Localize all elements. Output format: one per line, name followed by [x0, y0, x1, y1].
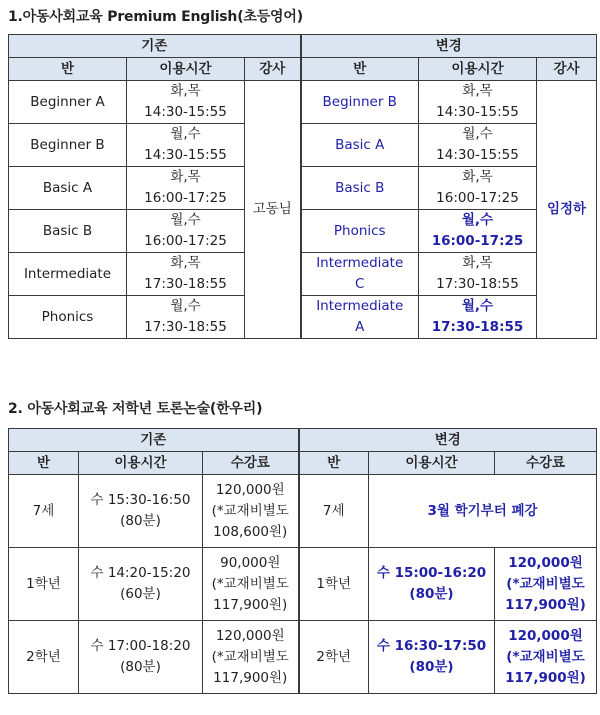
days: 월,수	[461, 298, 494, 314]
section1-title: 1.아동사회교육 Premium English(초등영어)	[8, 9, 303, 25]
table-row	[9, 296, 597, 339]
column-header: 반	[299, 452, 369, 475]
fee: 90,000원	[220, 554, 281, 571]
days: 월,수	[170, 126, 201, 142]
days: 화,목	[170, 255, 201, 271]
time-after	[369, 548, 495, 621]
class-name-line1: Intermediate	[316, 255, 404, 271]
days: 화,목	[462, 169, 493, 185]
group-header-after: 변경	[299, 429, 597, 452]
class-after: Phonics	[301, 210, 419, 253]
class-after: 7세	[299, 475, 369, 548]
time: 수 17:00-18:20	[90, 638, 191, 654]
fee-note: (*교재비별도	[211, 575, 289, 592]
class-before: 1학년	[9, 548, 79, 621]
time-after	[419, 296, 537, 339]
duration: (80분)	[120, 659, 161, 675]
duration: (80분)	[409, 659, 454, 675]
fee: 120,000원	[508, 627, 583, 644]
column-header: 수강료	[495, 452, 597, 475]
english-schedule-table	[8, 34, 597, 339]
fee-book: 108,600원)	[213, 523, 288, 540]
time: 수 16:30-17:50	[376, 638, 487, 654]
class-name-line2: A	[355, 319, 365, 335]
fee-note: (*교재비별도	[506, 648, 585, 665]
time-before	[127, 296, 245, 339]
table-row	[9, 253, 597, 296]
class-name-line1: Intermediate	[316, 298, 404, 314]
fee-after	[495, 548, 597, 621]
hours: 17:30-18:55	[144, 319, 227, 335]
days: 화,목	[170, 83, 201, 99]
table-row	[9, 81, 597, 124]
closure-notice: 3월 학기부터 폐강	[369, 475, 597, 548]
group-header-before: 기존	[9, 429, 299, 452]
class-before: Beginner A	[9, 81, 127, 124]
debate-schedule-table	[8, 428, 597, 694]
time-before	[127, 81, 245, 124]
class-after: Basic A	[301, 124, 419, 167]
class-before: Basic B	[9, 210, 127, 253]
column-header: 이용시간	[127, 58, 245, 81]
time: 수 15:00-16:20	[376, 565, 487, 581]
time-before	[127, 167, 245, 210]
table-row	[9, 124, 597, 167]
table-row	[9, 475, 597, 548]
time-after	[419, 81, 537, 124]
time-before	[79, 548, 203, 621]
fee-before	[203, 621, 299, 694]
hours: 14:30-15:55	[144, 147, 227, 163]
days: 화,목	[462, 255, 493, 271]
duration: (80분)	[120, 513, 161, 529]
fee-note: (*교재비별도	[211, 648, 289, 665]
days: 월,수	[462, 126, 493, 142]
column-header: 반	[9, 58, 127, 81]
hours: 17:30-18:55	[436, 276, 519, 292]
fee-note: (*교재비별도	[211, 502, 289, 519]
days: 월,수	[461, 212, 494, 228]
table-row	[9, 210, 597, 253]
hours: 16:00-17:25	[144, 233, 227, 249]
days: 화,목	[462, 83, 493, 99]
class-before: Basic A	[9, 167, 127, 210]
class-after: 2학년	[299, 621, 369, 694]
fee: 120,000원	[508, 554, 583, 571]
fee-book: 117,900원)	[505, 596, 586, 613]
hours: 14:30-15:55	[436, 104, 519, 120]
hours: 14:30-15:55	[144, 104, 227, 120]
fee-after	[495, 621, 597, 694]
time-after	[419, 210, 537, 253]
column-header: 이용시간	[419, 58, 537, 81]
time: 수 14:20-15:20	[90, 565, 191, 581]
table-row	[9, 548, 597, 621]
hours: 16:00-17:25	[144, 190, 227, 206]
column-header: 반	[301, 58, 419, 81]
column-header: 강사	[537, 58, 597, 81]
group-header-before: 기존	[9, 35, 301, 58]
class-before: 2학년	[9, 621, 79, 694]
duration: (80분)	[409, 586, 454, 602]
table-row	[9, 621, 597, 694]
class-after	[301, 296, 419, 339]
section2-title: 2. 아동사회교육 저학년 토론논술(한우리)	[8, 401, 263, 417]
class-after: Beginner B	[301, 81, 419, 124]
column-header: 수강료	[203, 452, 299, 475]
time-after	[419, 124, 537, 167]
fee-before	[203, 548, 299, 621]
fee-book: 117,900원)	[213, 669, 288, 686]
time-before	[127, 124, 245, 167]
class-after: 1학년	[299, 548, 369, 621]
time-before	[127, 210, 245, 253]
class-before: 7세	[9, 475, 79, 548]
teacher-after: 임정하	[537, 81, 597, 339]
time: 수 15:30-16:50	[90, 492, 191, 508]
days: 월,수	[170, 298, 201, 314]
time-after	[419, 253, 537, 296]
class-after	[301, 253, 419, 296]
fee-note: (*교재비별도	[506, 575, 585, 592]
fee-book: 117,900원)	[213, 596, 288, 613]
class-before: Intermediate	[9, 253, 127, 296]
table-row	[9, 167, 597, 210]
column-header: 반	[9, 452, 79, 475]
hours: 16:00-17:25	[431, 233, 524, 249]
fee: 120,000원	[215, 627, 285, 644]
column-header: 이용시간	[79, 452, 203, 475]
fee: 120,000원	[215, 481, 285, 498]
fee-book: 117,900원)	[505, 669, 586, 686]
teacher-before: 고동님	[245, 81, 301, 339]
class-after: Basic B	[301, 167, 419, 210]
days: 화,목	[170, 169, 201, 185]
class-name-line2: C	[355, 276, 365, 292]
days: 월,수	[170, 212, 201, 228]
class-before: Phonics	[9, 296, 127, 339]
time-before	[79, 475, 203, 548]
fee-before	[203, 475, 299, 548]
hours: 14:30-15:55	[436, 147, 519, 163]
group-header-after: 변경	[301, 35, 597, 58]
class-before: Beginner B	[9, 124, 127, 167]
hours: 17:30-18:55	[144, 276, 227, 292]
time-before	[127, 253, 245, 296]
time-before	[79, 621, 203, 694]
hours: 17:30-18:55	[431, 319, 524, 335]
column-header: 이용시간	[369, 452, 495, 475]
time-after	[419, 167, 537, 210]
time-after	[369, 621, 495, 694]
hours: 16:00-17:25	[436, 190, 519, 206]
column-header: 강사	[245, 58, 301, 81]
duration: (60분)	[120, 586, 161, 602]
